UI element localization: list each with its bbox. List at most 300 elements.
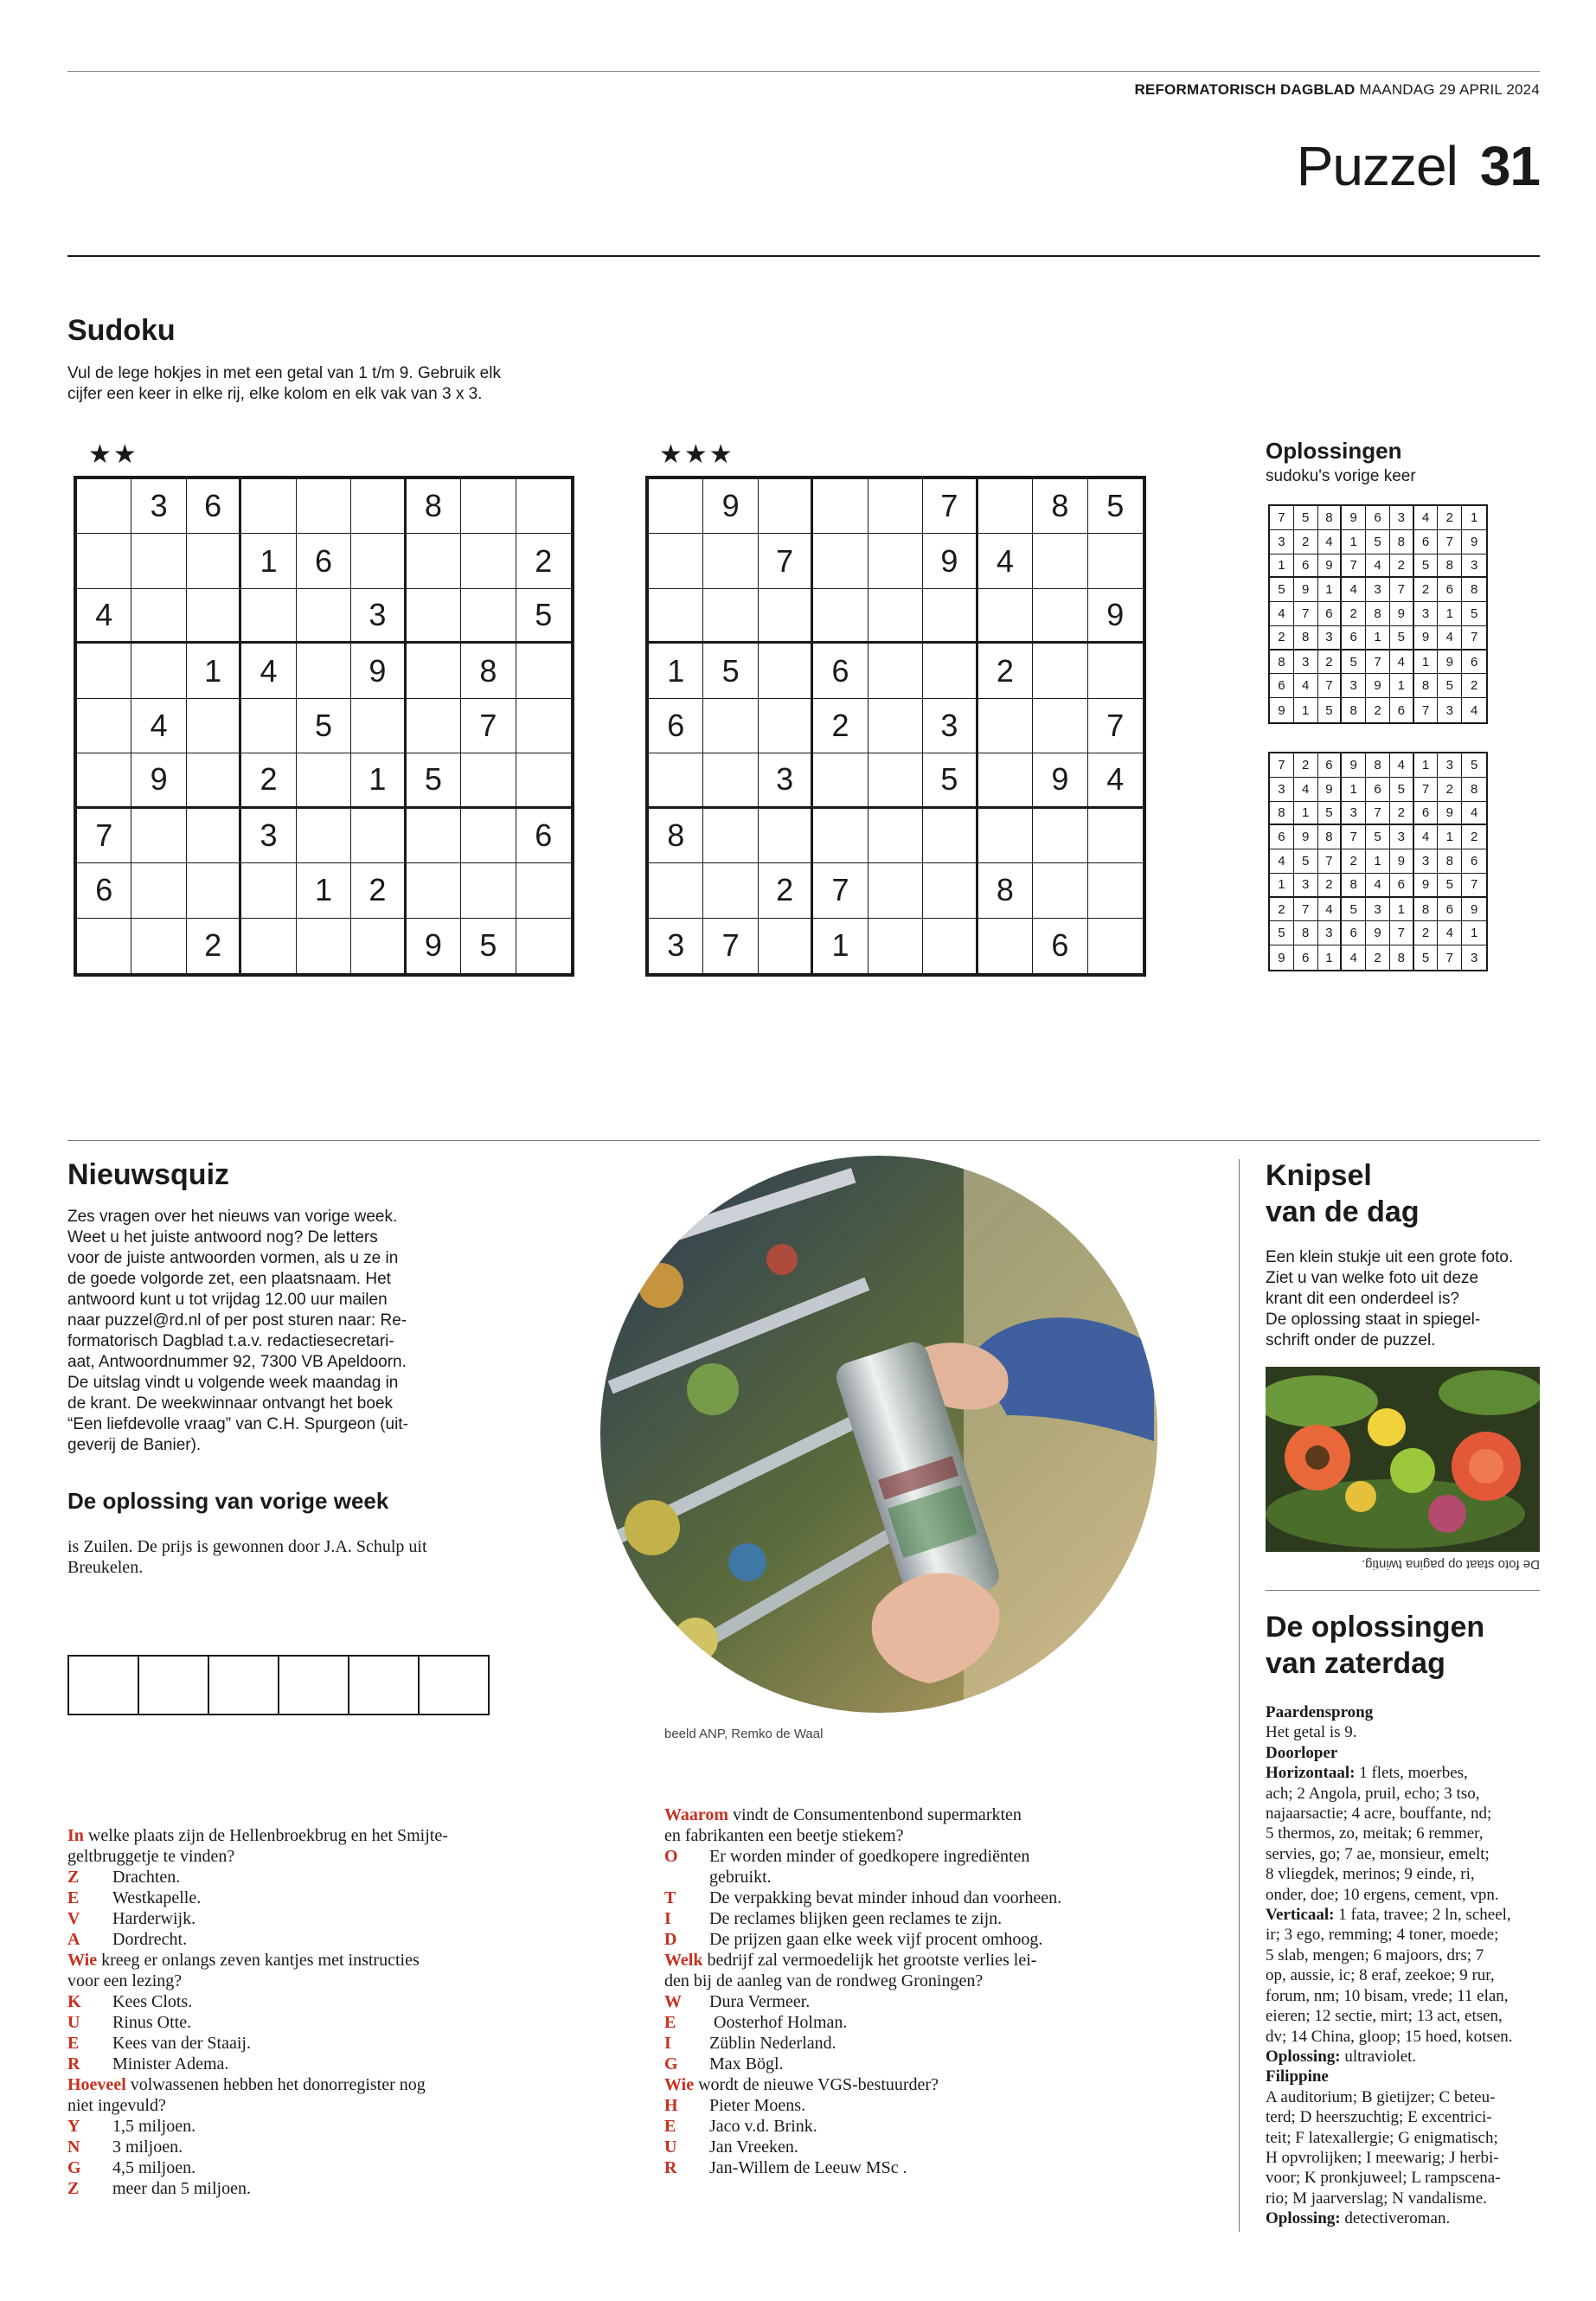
sudoku-cell[interactable] <box>241 919 296 973</box>
sudoku-cell[interactable] <box>516 479 571 534</box>
verticaal-line: dv; 14 China, gloop; 15 hoed, kotsen. <box>1266 2027 1513 2046</box>
verticaal-line: ir; 3 ego, remming; 4 toner, moede; <box>1266 1926 1499 1945</box>
sudoku-cell[interactable] <box>869 589 923 644</box>
solution-cell: 8 <box>1366 602 1390 626</box>
quiz-option[interactable] <box>67 2157 552 2178</box>
question-text: en fabrikanten een beetje stiekem? <box>664 1826 904 1845</box>
sudoku-cell[interactable]: 5 <box>297 699 351 753</box>
sudoku-cell[interactable]: 3 <box>351 589 406 644</box>
quiz-option[interactable] <box>664 1908 1078 1929</box>
sudoku-cell[interactable] <box>407 644 461 698</box>
answer-box[interactable] <box>279 1657 349 1714</box>
solution-cell: 3 <box>1390 506 1414 530</box>
sudoku-cell[interactable] <box>813 534 868 588</box>
question-text: niet ingevuld? <box>67 2096 166 2115</box>
sudoku-cell[interactable] <box>77 753 131 808</box>
sudoku-cell[interactable] <box>297 644 351 698</box>
sudoku-cell[interactable] <box>516 644 571 698</box>
sudoku-cell[interactable] <box>1088 919 1143 973</box>
sudoku-cell[interactable] <box>759 919 813 973</box>
sudoku-cell[interactable] <box>1033 809 1087 863</box>
solution-cell: 9 <box>1462 530 1486 554</box>
sudoku-cell[interactable] <box>351 919 406 973</box>
sudoku-cell[interactable] <box>461 589 516 644</box>
sudoku-cell[interactable] <box>187 699 241 753</box>
solution-cell: 8 <box>1366 753 1390 778</box>
sudoku-cell[interactable]: 2 <box>813 699 868 753</box>
sudoku-cell[interactable] <box>407 809 461 863</box>
solution-grid-1 <box>1268 504 1488 724</box>
sudoku-cell[interactable]: 5 <box>1088 479 1143 534</box>
option-letter: K <box>67 1992 81 2011</box>
solution-cell: 8 <box>1390 530 1414 554</box>
sudoku-cell[interactable]: 6 <box>1033 919 1087 973</box>
sudoku-cell[interactable] <box>869 753 923 808</box>
sudoku-cell[interactable]: 8 <box>649 809 703 863</box>
solutions-title: Oplossingen <box>1266 438 1402 464</box>
solution-cell: 6 <box>1270 825 1294 849</box>
sudoku-cell[interactable] <box>923 644 977 698</box>
solution-cell: 5 <box>1342 651 1366 675</box>
sudoku-cell[interactable]: 9 <box>1033 753 1087 808</box>
solution-cell: 3 <box>1366 578 1390 602</box>
sudoku-cell[interactable] <box>407 534 461 588</box>
sudoku-cell[interactable]: 5 <box>407 753 461 808</box>
solution-cell: 3 <box>1470 950 1478 965</box>
question-text: vindt de Consumentenbond supermarkten <box>728 1805 1022 1824</box>
sudoku-cell[interactable] <box>1033 589 1087 644</box>
sudoku-cell[interactable]: 8 <box>461 644 516 698</box>
sudoku-cell[interactable] <box>649 863 703 918</box>
sudoku-cell[interactable]: 7 <box>759 534 813 588</box>
horizontaal-line: ach; 2 Angola, pruil, echo; 3 tso, <box>1266 1784 1480 1803</box>
sudoku-cell[interactable]: 7 <box>923 479 977 534</box>
solution-cell: 2 <box>1414 921 1439 945</box>
question-word: Welk <box>664 1951 703 1970</box>
sudoku-cell[interactable]: 6 <box>187 479 241 534</box>
answer-box[interactable] <box>420 1657 488 1714</box>
sudoku-cell[interactable] <box>759 699 813 753</box>
sudoku-cell[interactable] <box>516 919 571 973</box>
sudoku-cell[interactable]: 3 <box>649 919 703 973</box>
sudoku-cell[interactable] <box>978 809 1033 863</box>
option-letter: T <box>664 1888 676 1907</box>
sudoku-cell[interactable] <box>1033 534 1087 588</box>
solution-cell: 4 <box>1462 802 1486 826</box>
sudoku-cell[interactable] <box>869 534 923 588</box>
sudoku-cell[interactable]: 4 <box>1088 753 1143 808</box>
sudoku-cell[interactable] <box>869 479 923 534</box>
sudoku-cell[interactable] <box>351 809 406 863</box>
solution-cell: 2 <box>1366 698 1390 722</box>
answer-box[interactable] <box>209 1657 279 1714</box>
quiz-option[interactable] <box>664 1888 1078 1908</box>
quiz-option[interactable] <box>664 1991 1078 2012</box>
last-week-text <box>67 1536 552 1578</box>
solution-cell: 7 <box>1318 849 1343 874</box>
intro-line: Weet u het juiste antwoord nog? De letters <box>67 1228 378 1247</box>
option-letter: R <box>67 2054 80 2073</box>
sudoku-grid-hard[interactable] <box>645 476 1146 977</box>
solution-cell: 1 <box>1462 506 1486 530</box>
sudoku-cell[interactable] <box>241 699 296 753</box>
section-title: Puzzel <box>1296 135 1458 197</box>
sudoku-cell[interactable] <box>978 919 1033 973</box>
solution-cell: 4 <box>1342 945 1366 970</box>
quiz-question-line <box>664 2074 1078 2095</box>
quiz-option[interactable] <box>67 2116 552 2137</box>
sudoku-cell[interactable]: 6 <box>516 809 571 863</box>
sudoku-cell[interactable]: 3 <box>923 699 977 753</box>
sudoku-cell[interactable] <box>297 589 351 644</box>
header-rule <box>67 255 1540 257</box>
sudoku-cell[interactable] <box>187 809 241 863</box>
sudoku-cell[interactable] <box>131 534 186 588</box>
question-text: wordt de nieuwe VGS-bestuurder? <box>694 2075 939 2094</box>
sudoku-cell[interactable]: 6 <box>77 863 131 918</box>
sudoku-cell[interactable] <box>297 809 351 863</box>
quiz-option[interactable] <box>664 2157 1078 2178</box>
sudoku-cell[interactable] <box>351 699 406 753</box>
sudoku-cell[interactable] <box>759 479 813 534</box>
solution-cell: 2 <box>1270 898 1294 922</box>
sudoku-cell[interactable] <box>703 699 758 753</box>
sudoku-cell[interactable] <box>978 753 1033 808</box>
solution-cell: 2 <box>1366 945 1390 970</box>
sudoku-cell[interactable]: 1 <box>297 863 351 918</box>
solution-grid-2 <box>1268 752 1488 971</box>
sudoku-cell[interactable] <box>1033 699 1087 753</box>
verticaal-line: forum, nm; 10 bisam, vrede; 11 elan, <box>1266 1986 1509 2005</box>
sudoku-cell[interactable] <box>187 534 241 588</box>
sudoku-cell[interactable] <box>759 809 813 863</box>
quiz-option[interactable] <box>664 2095 1078 2116</box>
quiz-option[interactable] <box>664 1929 1078 1950</box>
sudoku-cell[interactable]: 2 <box>516 534 571 588</box>
solution-cell: 8 <box>1438 554 1462 579</box>
sudoku-cell[interactable] <box>869 644 923 698</box>
option-text: 4,5 miljoen. <box>112 2158 196 2177</box>
last-week-line: Breukelen. <box>67 1558 144 1577</box>
zaterdag-title-line: De oplossingen <box>1266 1611 1485 1644</box>
quiz-option[interactable] <box>67 1888 552 1908</box>
sudoku-cell[interactable]: 3 <box>241 809 296 863</box>
sudoku-cell[interactable]: 6 <box>649 699 703 753</box>
quiz-option[interactable] <box>67 2033 552 2054</box>
solution-cell: 6 <box>1414 530 1439 554</box>
option-text: Jaco v.d. Brink. <box>709 2117 817 2136</box>
sudoku-cell[interactable] <box>869 699 923 753</box>
sudoku-cell[interactable] <box>869 919 923 973</box>
solution-cell: 5 <box>1462 753 1486 778</box>
sudoku-cell[interactable]: 8 <box>1033 479 1087 534</box>
sudoku-cell[interactable] <box>407 699 461 753</box>
solution-cell: 7 <box>1342 554 1366 579</box>
sudoku-cell[interactable] <box>241 589 296 644</box>
sudoku-title: Sudoku <box>67 314 176 347</box>
solution-cell: 1 <box>1462 921 1486 945</box>
quiz-option[interactable] <box>664 1846 1078 1888</box>
sudoku-cell[interactable] <box>703 589 758 644</box>
sudoku-cell[interactable]: 1 <box>187 644 241 698</box>
answer-box[interactable] <box>139 1657 209 1714</box>
quiz-option[interactable] <box>67 2178 552 2199</box>
sudoku-cell[interactable] <box>461 534 516 588</box>
sudoku-cell[interactable] <box>516 699 571 753</box>
sudoku-cell[interactable]: 7 <box>461 699 516 753</box>
solution-cell: 7 <box>1414 778 1439 802</box>
sudoku-cell[interactable]: 4 <box>978 534 1033 588</box>
sudoku-cell[interactable] <box>241 479 296 534</box>
sudoku-cell[interactable]: 1 <box>649 644 703 698</box>
sudoku-cell[interactable]: 8 <box>407 479 461 534</box>
sudoku-cell[interactable] <box>77 479 131 534</box>
solution-cell: 9 <box>1390 849 1414 874</box>
solution-cell: 7 <box>1294 898 1318 922</box>
option-letter: O <box>664 1847 678 1866</box>
answer-box[interactable] <box>349 1657 420 1714</box>
oplossing-label: Oplossing: <box>1266 2209 1341 2228</box>
horizontaal-label: Horizontaal: <box>1266 1764 1356 1783</box>
solution-cell: 4 <box>1318 898 1343 922</box>
sudoku-cell[interactable] <box>131 863 186 918</box>
solution-cell: 9 <box>1438 651 1462 675</box>
quiz-option[interactable] <box>67 1908 552 1929</box>
sudoku-cell[interactable] <box>978 479 1033 534</box>
sudoku-cell[interactable] <box>461 863 516 918</box>
doorloper-solution: ultraviolet. <box>1340 2047 1417 2066</box>
sudoku-cell[interactable] <box>923 863 977 918</box>
option-text: Er worden minder of goedkopere ingrediënten gebruikt. <box>709 1847 1035 1887</box>
sudoku-cell[interactable]: 9 <box>131 753 186 808</box>
quiz-questions-left <box>67 1825 552 2199</box>
intro-line: antwoord kunt u tot vrijdag 12.00 uur mailen <box>67 1291 388 1309</box>
filippine-line: teit; F latexallergie; G enigmatisch; <box>1266 2128 1498 2147</box>
solution-cell: 1 <box>1270 554 1294 579</box>
solution-cell: 3 <box>1366 898 1390 922</box>
sudoku-cell[interactable] <box>351 534 406 588</box>
sudoku-cell[interactable]: 3 <box>131 479 186 534</box>
sudoku-cell[interactable]: 9 <box>351 644 406 698</box>
solution-cell: 7 <box>1438 945 1462 970</box>
sudoku-cell[interactable]: 5 <box>461 919 516 973</box>
quiz-option[interactable] <box>67 1929 552 1950</box>
sudoku-cell[interactable] <box>649 753 703 808</box>
sudoku-cell[interactable] <box>649 589 703 644</box>
sudoku-cell[interactable]: 2 <box>187 919 241 973</box>
sudoku-cell[interactable] <box>407 589 461 644</box>
sudoku-cell[interactable] <box>703 753 758 808</box>
sudoku-cell[interactable]: 7 <box>77 809 131 863</box>
quiz-option[interactable] <box>67 1867 552 1888</box>
sudoku-cell[interactable]: 1 <box>241 534 296 588</box>
sudoku-cell[interactable]: 7 <box>1088 699 1143 753</box>
verticaal-line: 1 fata, travee; 2 ln, scheel, <box>1334 1906 1511 1925</box>
option-text: De reclames blijken geen reclames te zijn. <box>709 1909 1003 1928</box>
sudoku-cell[interactable]: 2 <box>351 863 406 918</box>
sudoku-cell[interactable] <box>131 644 186 698</box>
sudoku-cell[interactable]: 2 <box>241 753 296 808</box>
sudoku-cell[interactable] <box>923 589 977 644</box>
sudoku-cell[interactable]: 6 <box>813 644 868 698</box>
quiz-option[interactable] <box>67 2012 552 2033</box>
sudoku-cell[interactable] <box>869 863 923 918</box>
solution-cell: 1 <box>1438 602 1462 626</box>
sudoku-cell[interactable]: 5 <box>703 644 758 698</box>
quiz-option[interactable] <box>67 1991 552 2012</box>
option-text: Kees Clots. <box>112 1992 193 2011</box>
solution-cell: 9 <box>1390 602 1414 626</box>
solution-cell: 6 <box>1318 602 1343 626</box>
sudoku-cell[interactable] <box>813 589 868 644</box>
sudoku-cell[interactable]: 1 <box>351 753 406 808</box>
sudoku-cell[interactable] <box>813 479 868 534</box>
option-text: 1,5 miljoen. <box>112 2117 196 2136</box>
solution-cell: 7 <box>1366 651 1390 675</box>
solution-cell: 9 <box>1342 506 1366 530</box>
solution-cell: 3 <box>1318 626 1343 651</box>
filippine-line: A auditorium; B gietijzer; C beteu- <box>1266 2087 1496 2106</box>
sudoku-cell[interactable] <box>703 534 758 588</box>
sudoku-cell[interactable]: 2 <box>759 863 813 918</box>
doorloper-label: Doorloper <box>1266 1743 1338 1762</box>
sudoku-cell[interactable]: 5 <box>923 753 977 808</box>
sudoku-cell[interactable] <box>461 479 516 534</box>
sudoku-cell[interactable] <box>516 863 571 918</box>
sudoku-cell[interactable] <box>759 644 813 698</box>
sudoku-cell[interactable] <box>351 479 406 534</box>
sudoku-cell[interactable] <box>649 534 703 588</box>
quiz-option[interactable] <box>664 2033 1078 2054</box>
option-letter: I <box>664 1909 671 1928</box>
solution-cell: 4 <box>1470 702 1478 718</box>
solution-cell: 8 <box>1462 578 1486 602</box>
sudoku-cell[interactable] <box>813 809 868 863</box>
quiz-question-line <box>664 1825 1078 1846</box>
sudoku-cell[interactable] <box>461 809 516 863</box>
solution-cell: 2 <box>1270 626 1294 651</box>
quiz-option[interactable] <box>67 2137 552 2157</box>
solution-cell: 3 <box>1414 602 1439 626</box>
sudoku-cell[interactable] <box>131 919 186 973</box>
solution-cell: 2 <box>1438 506 1462 530</box>
sudoku-cell[interactable] <box>461 753 516 808</box>
filippine-line: terd; D heerszuchtig; E excentrici- <box>1266 2108 1492 2127</box>
solution-cell: 7 <box>1318 674 1343 698</box>
solution-cell: 1 <box>1414 651 1439 675</box>
option-letter: W <box>664 1992 682 2011</box>
sudoku-cell[interactable]: 7 <box>813 863 868 918</box>
sudoku-cell[interactable] <box>703 863 758 918</box>
sudoku-cell[interactable] <box>923 809 977 863</box>
sudoku-cell[interactable] <box>187 589 241 644</box>
answer-boxes[interactable] <box>67 1655 490 1715</box>
solution-cell: 4 <box>1438 921 1462 945</box>
paardensprong-text: Het getal is 9. <box>1266 1723 1357 1742</box>
sudoku-cell[interactable]: 4 <box>241 644 296 698</box>
sudoku-cell[interactable] <box>77 644 131 698</box>
sudoku-cell[interactable] <box>516 753 571 808</box>
sudoku-cell[interactable]: 3 <box>759 753 813 808</box>
quiz-option[interactable] <box>664 2012 1078 2033</box>
sudoku-cell[interactable]: 7 <box>703 919 758 973</box>
sudoku-cell[interactable] <box>407 863 461 918</box>
sudoku-cell[interactable] <box>1088 644 1143 698</box>
knipsel-photo <box>1266 1367 1540 1552</box>
option-letter: U <box>664 2138 677 2157</box>
difficulty-stars: ★★ <box>88 440 138 469</box>
sudoku-cell[interactable] <box>77 699 131 753</box>
sudoku-cell[interactable] <box>297 479 351 534</box>
sudoku-cell[interactable]: 5 <box>516 589 571 644</box>
quiz-option[interactable] <box>67 2054 552 2074</box>
sudoku-cell[interactable]: 9 <box>923 534 977 588</box>
sudoku-grid-easy[interactable] <box>74 476 574 977</box>
sudoku-cell[interactable]: 6 <box>297 534 351 588</box>
solution-cell: 2 <box>1342 849 1366 874</box>
sudoku-cell[interactable] <box>1088 809 1143 863</box>
answer-box[interactable] <box>69 1657 139 1714</box>
sudoku-cell[interactable] <box>187 753 241 808</box>
sudoku-cell[interactable]: 1 <box>813 919 868 973</box>
sudoku-cell[interactable] <box>1033 863 1087 918</box>
sudoku-cell[interactable] <box>131 809 186 863</box>
sudoku-cell[interactable] <box>297 753 351 808</box>
sudoku-intro-line: Vul de lege hokjes in met een getal van 1 t/m 9. Gebruik elk <box>67 364 501 382</box>
sudoku-cell[interactable] <box>1088 863 1143 918</box>
sudoku-cell[interactable] <box>978 589 1033 644</box>
sudoku-cell[interactable]: 9 <box>703 479 758 534</box>
sudoku-cell[interactable] <box>978 699 1033 753</box>
sudoku-cell[interactable] <box>813 753 868 808</box>
sudoku-cell[interactable]: 4 <box>77 589 131 644</box>
sudoku-cell[interactable] <box>241 863 296 918</box>
sudoku-cell[interactable] <box>297 919 351 973</box>
quiz-option[interactable] <box>664 2137 1078 2157</box>
solution-cell: 2 <box>1462 825 1486 849</box>
sudoku-cell[interactable] <box>77 534 131 588</box>
solution-cell: 2 <box>1318 874 1343 898</box>
option-letter: G <box>67 2158 81 2177</box>
sudoku-cell[interactable] <box>1088 534 1143 588</box>
sudoku-cell[interactable] <box>131 589 186 644</box>
sudoku-cell[interactable]: 9 <box>1088 589 1143 644</box>
filippine-line: rio; M jaarverslag; N vandalisme. <box>1266 2189 1487 2208</box>
solution-cell: 9 <box>1414 626 1439 651</box>
sudoku-cell[interactable] <box>77 919 131 973</box>
sudoku-cell[interactable] <box>187 863 241 918</box>
quiz-option[interactable] <box>664 2116 1078 2137</box>
sudoku-cell[interactable] <box>649 479 703 534</box>
solution-cell: 4 <box>1366 554 1390 579</box>
sudoku-cell[interactable] <box>1033 644 1087 698</box>
sudoku-cell[interactable] <box>869 809 923 863</box>
option-text: Jan Vreeken. <box>709 2138 798 2157</box>
sudoku-cell[interactable] <box>923 919 977 973</box>
sudoku-cell[interactable]: 2 <box>978 644 1033 698</box>
quiz-option[interactable] <box>664 2054 1078 2074</box>
sudoku-cell[interactable]: 4 <box>131 699 186 753</box>
solution-cell: 3 <box>1342 674 1366 698</box>
solution-cell: 4 <box>1366 874 1390 898</box>
sudoku-cell[interactable] <box>703 809 758 863</box>
sudoku-cell[interactable] <box>759 589 813 644</box>
sudoku-cell[interactable]: 9 <box>407 919 461 973</box>
solution-cell: 4 <box>1414 825 1439 849</box>
option-text: Kees van der Staaij. <box>112 2034 251 2053</box>
filippine-line: voor; K pronkjuweel; L rampscena- <box>1266 2169 1501 2188</box>
sudoku-cell[interactable]: 8 <box>978 863 1033 918</box>
